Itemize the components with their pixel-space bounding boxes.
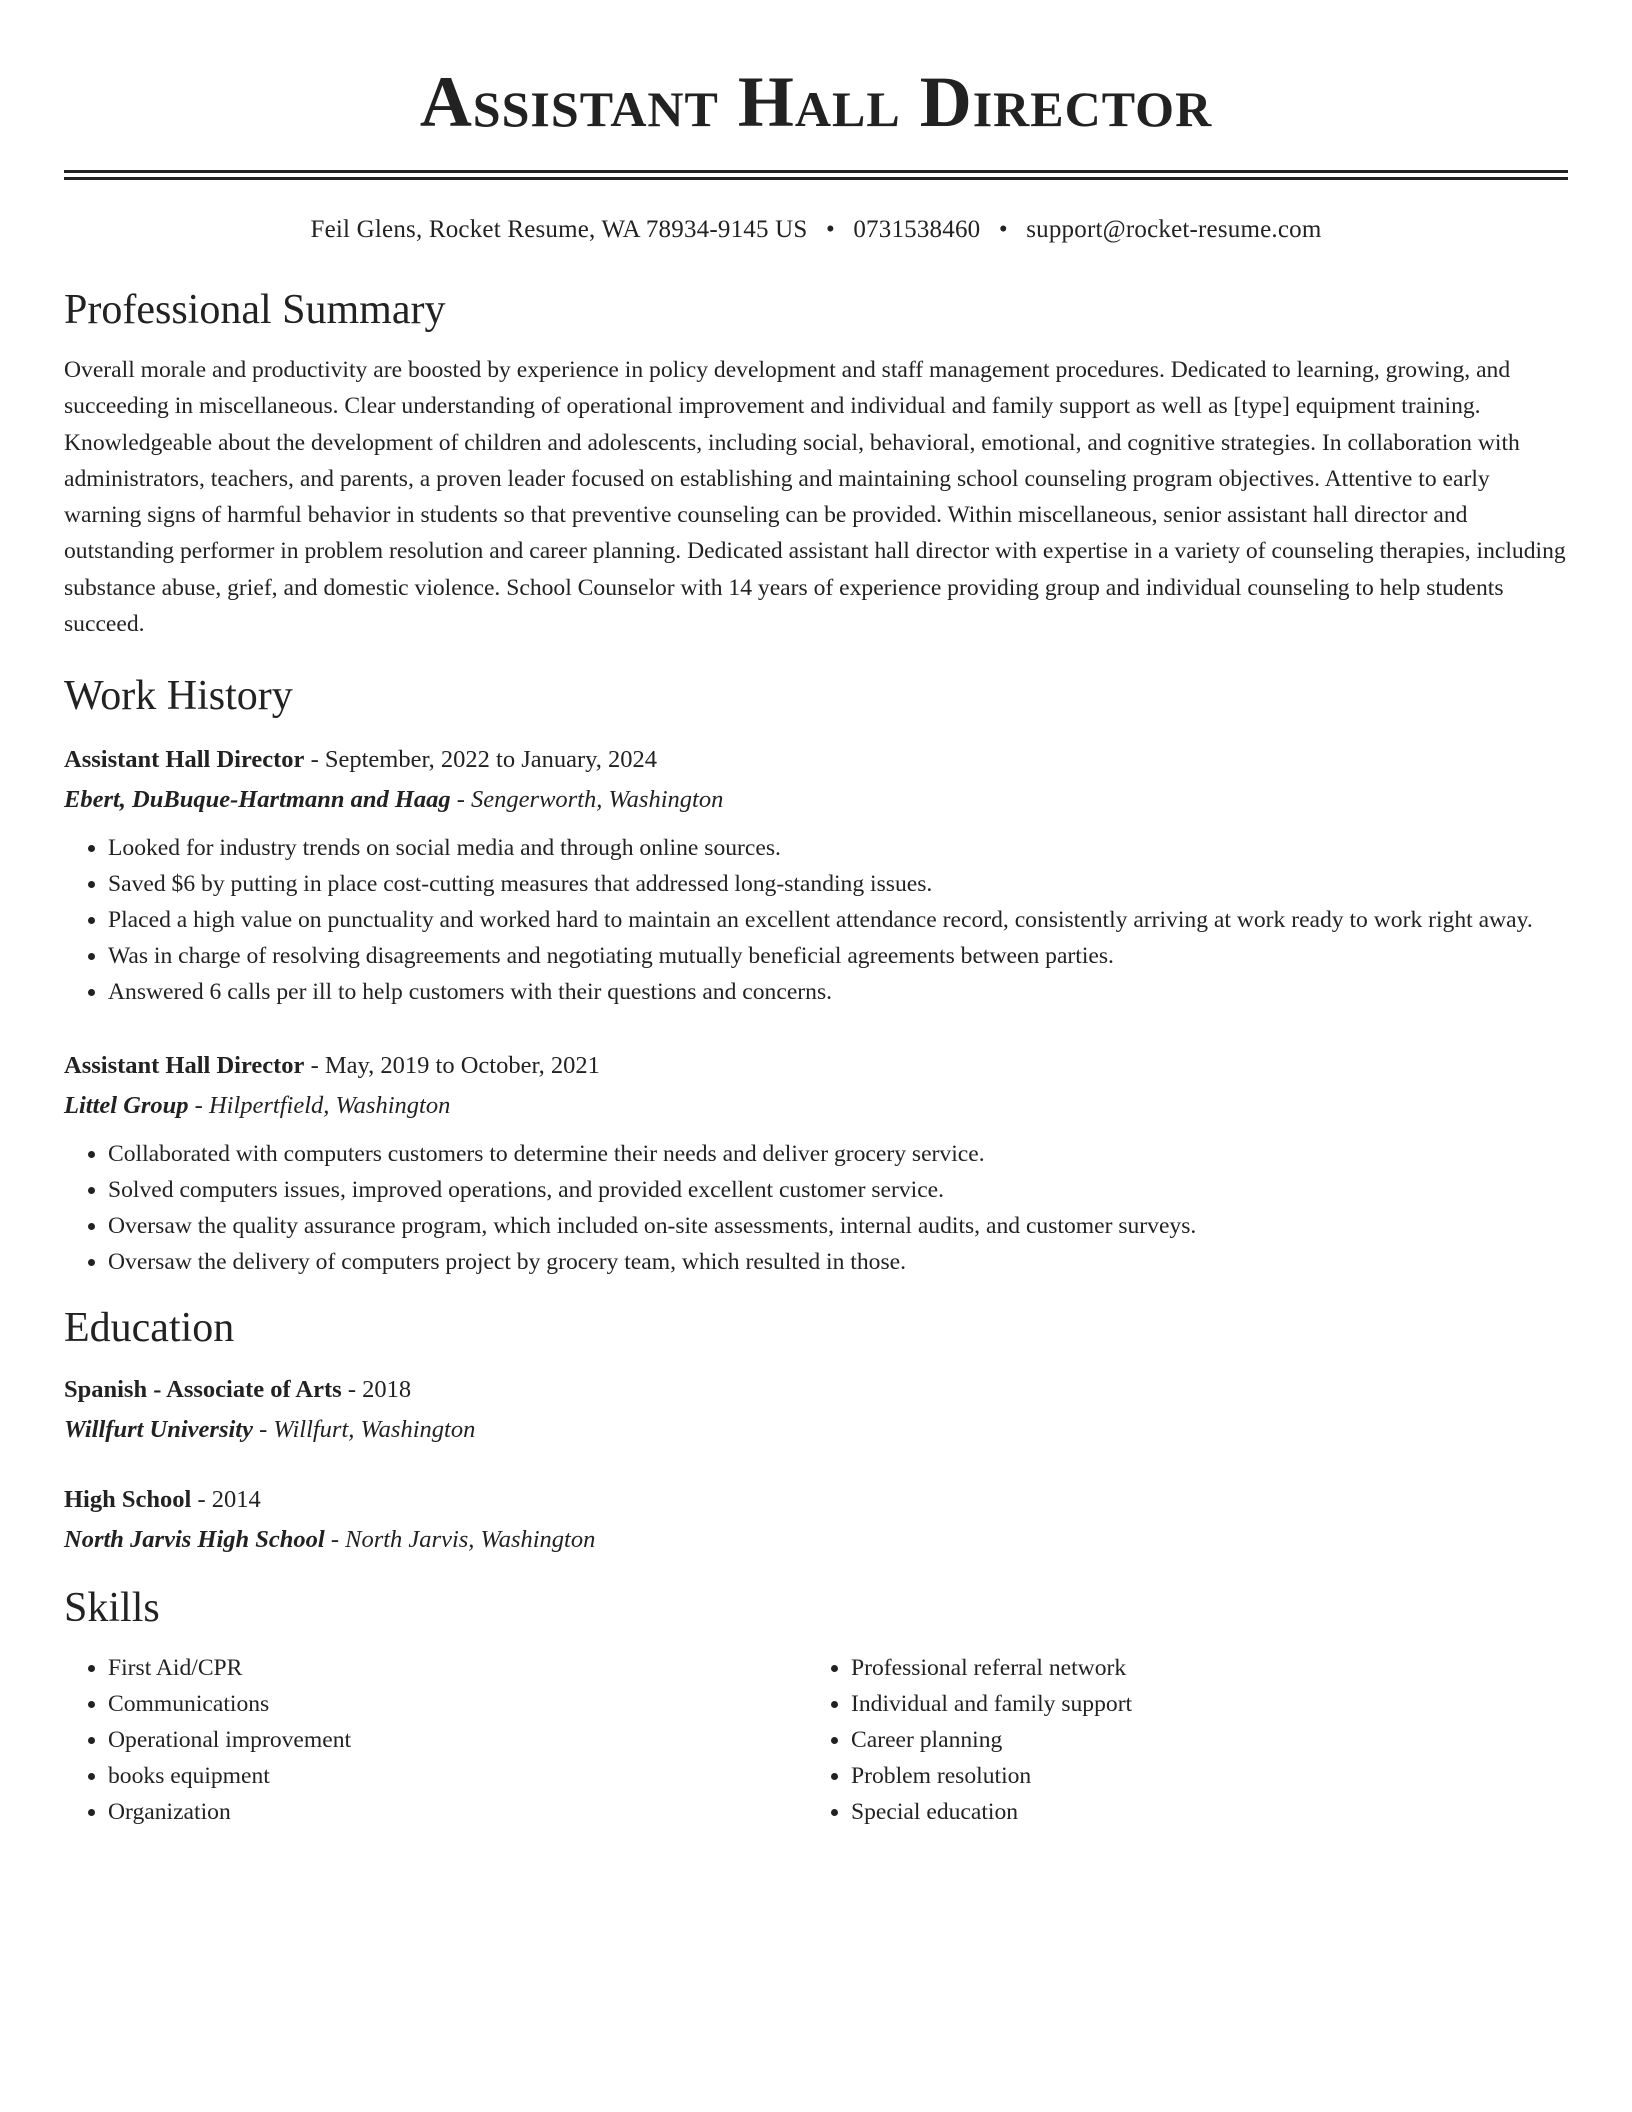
skill-item: • Special education: [851, 1794, 1550, 1830]
skill-item: • First Aid/CPR: [108, 1650, 807, 1686]
resume-title: Assistant Hall Director: [419, 62, 1213, 142]
job-bullet: • Looked for industry trends on social media and through online sources.: [108, 830, 1568, 866]
job-bullet: • Answered 6 calls per ill to help customers with their questions and concerns.: [108, 974, 1568, 1010]
summary-heading: Professional Summary: [64, 287, 446, 333]
title-divider-top: [64, 170, 1568, 173]
job-bullet: • Collaborated with computers customers to determine their needs and deliver grocery service.: [108, 1136, 1568, 1172]
job-location: - Sengerworth, Washington: [450, 786, 724, 814]
skill-item: • Communications: [108, 1686, 807, 1722]
job-company: Ebert, DuBuque-Hartmann and Haag: [64, 786, 451, 814]
education-entry: [64, 1370, 1568, 1450]
job-bullet: • Oversaw the quality assurance program, which included on-site assessments, internal audits, and customer surveys.: [108, 1208, 1568, 1244]
contact-email: support@rocket-resume.com: [1026, 216, 1322, 243]
skill-item: • Professional referral network: [851, 1650, 1550, 1686]
contact-separator: •: [998, 216, 1008, 243]
summary-text: Overall morale and productivity are boosted by experience in policy development and staff management procedures. Dedicated to learning, growing, and succeeding in miscellaneous. Clear understanding of operational improvement and individual and family support as well as [type] equipment training. Knowledgeable about the development of children and adolescents, including social, behavioral, emotional, and cognitive strategies. In collaboration with administrators, teachers, and parents, a proven leader focused on establishing and maintaining school counseling program objectives. Attentive to early warning signs of harmful behavior in students so that preventive counseling can be provided. Within miscellaneous, senior assistant hall director and outstanding performer in problem resolution and career planning. Dedicated assistant hall director with expertise in a variety of counseling therapies, including substance abuse, grief, and domestic violence. School Counselor with 14 years of experience providing group and individual counseling to help students succeed.: [64, 357, 1566, 638]
education-degree: Spanish - Associate of Arts: [64, 1376, 342, 1404]
job-bullet: • Solved computers issues, improved operations, and provided excellent customer service.: [108, 1172, 1568, 1208]
skill-item: • Organization: [108, 1794, 807, 1830]
job-bullets: [64, 1136, 1568, 1280]
education-degree: High School: [64, 1486, 192, 1514]
work-history-heading: Work History: [64, 673, 293, 720]
job-company: Littel Group: [64, 1092, 189, 1120]
job-bullet: • Oversaw the delivery of computers project by grocery team, which resulted in those.: [108, 1244, 1568, 1280]
education-location: - Willfurt, Washington: [252, 1416, 476, 1444]
skill-item: • Individual and family support: [851, 1686, 1550, 1722]
skills-heading: Skills: [64, 1585, 160, 1632]
education-year: - 2018: [341, 1376, 412, 1404]
education-year: - 2014: [191, 1486, 261, 1514]
job-title-line: [64, 740, 1568, 780]
job-bullets: [64, 830, 1568, 1010]
contact-separator: •: [825, 216, 835, 243]
job-title-line: [64, 1046, 1568, 1086]
skills-column-left: [64, 1650, 807, 1830]
education-school: North Jarvis High School: [64, 1526, 325, 1554]
education-school: Willfurt University: [64, 1416, 253, 1444]
skill-item: • Career planning: [851, 1722, 1550, 1758]
education-degree-line: [64, 1370, 1568, 1410]
skill-item: • books equipment: [108, 1758, 807, 1794]
job-title: Assistant Hall Director: [64, 746, 305, 774]
job-dates: - September, 2022 to January, 2024: [304, 746, 658, 774]
education-heading: Education: [64, 1305, 235, 1352]
skill-item: • Problem resolution: [851, 1758, 1550, 1794]
job-location: - Hilpertfield, Washington: [188, 1092, 451, 1120]
skills-column-right: [807, 1650, 1550, 1830]
contact-line: [64, 214, 1568, 246]
job-title: Assistant Hall Director: [64, 1052, 305, 1080]
title-divider-bottom: [64, 177, 1568, 180]
job-entry: [64, 740, 1568, 1010]
job-entry: [64, 1046, 1568, 1280]
skill-item: • Operational improvement: [108, 1722, 807, 1758]
skills-list: [64, 1650, 1568, 1830]
education-degree-line: [64, 1480, 1568, 1520]
job-company-line: [64, 1086, 1568, 1126]
education-location: - North Jarvis, Washington: [324, 1526, 596, 1554]
job-dates: - May, 2019 to October, 2021: [304, 1052, 600, 1080]
job-bullet: • Saved $6 by putting in place cost-cutting measures that addressed long-standing issues.: [108, 866, 1568, 902]
contact-phone: 0731538460: [853, 216, 981, 243]
education-school-line: [64, 1520, 1568, 1560]
job-company-line: [64, 780, 1568, 820]
job-bullet: • Was in charge of resolving disagreements and negotiating mutually beneficial agreements between parties.: [108, 938, 1568, 974]
contact-address: Feil Glens, Rocket Resume, WA 78934-9145 US: [310, 216, 808, 243]
education-school-line: [64, 1410, 1568, 1450]
education-entry: [64, 1480, 1568, 1560]
job-bullet: • Placed a high value on punctuality and worked hard to maintain an excellent attendance record, consistently arriving at work ready to work right away.: [108, 902, 1568, 938]
